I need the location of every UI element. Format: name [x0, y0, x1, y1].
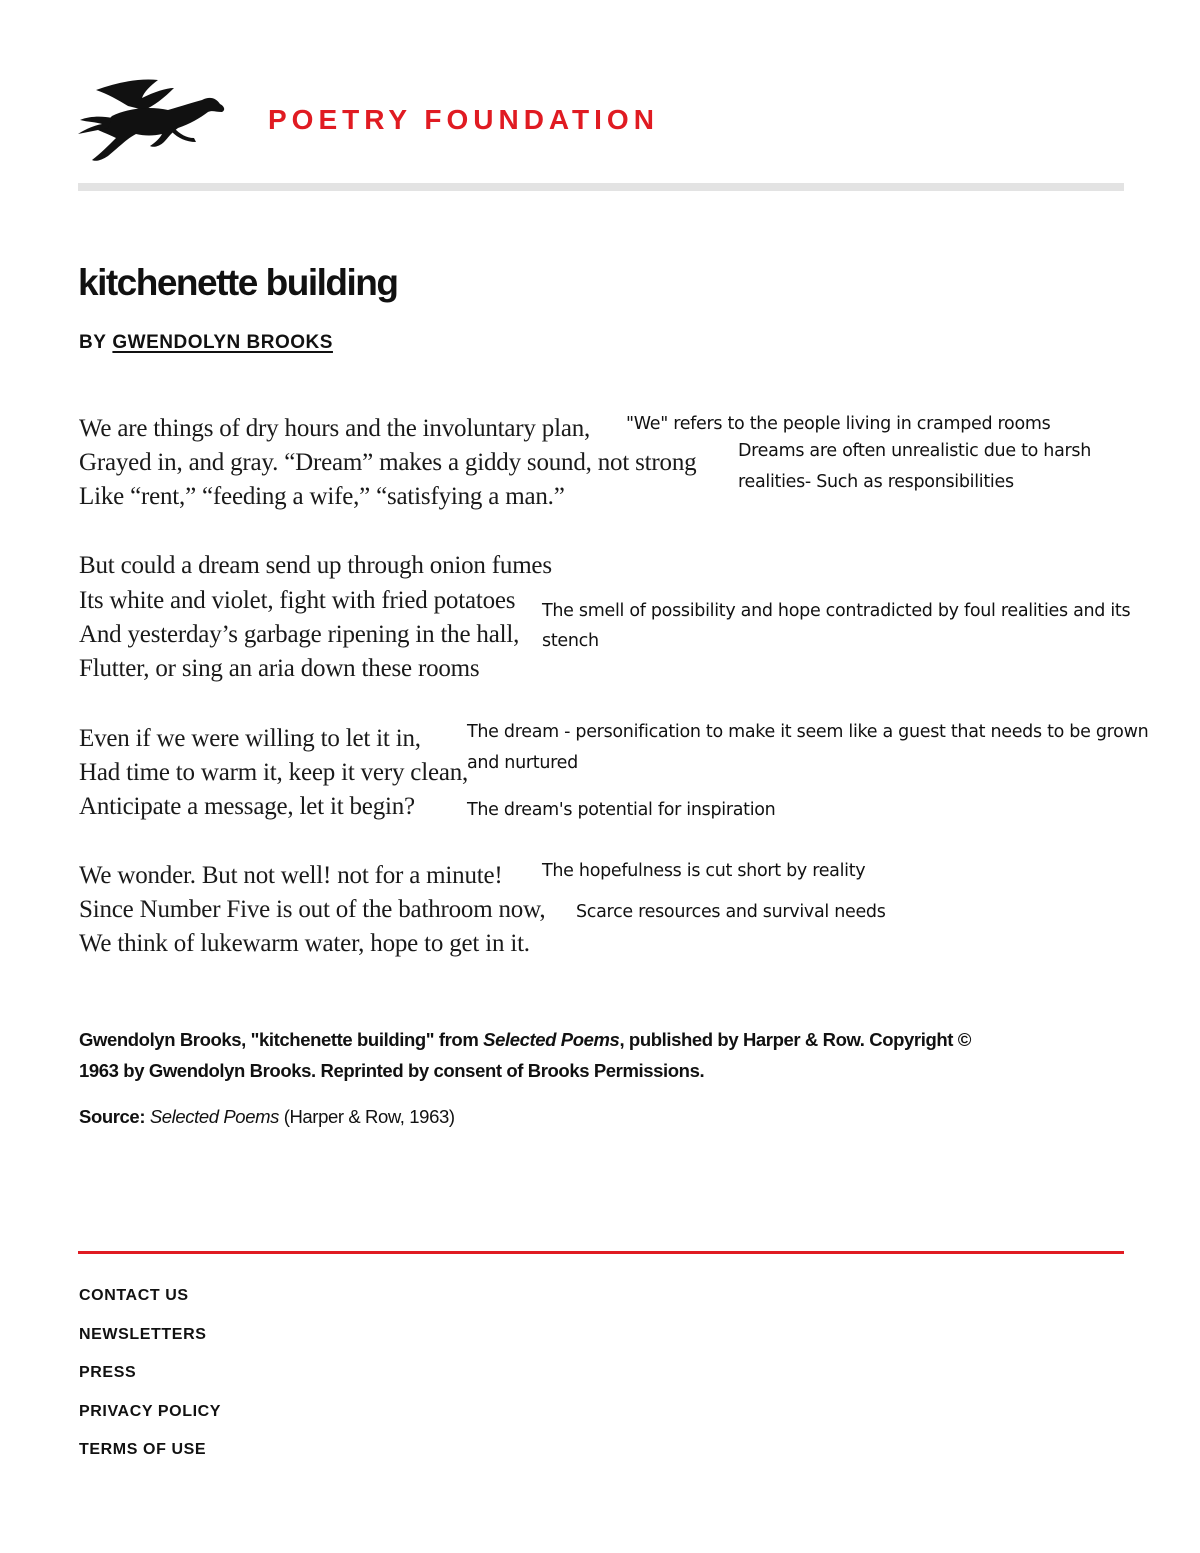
byline-prefix: BY — [79, 332, 107, 353]
annotation: The smell of possibility and hope contradicted by foul realities and its — [542, 601, 1131, 621]
citation-text: , published by Harper & Row. Copyright © — [619, 1029, 971, 1050]
annotation: "We" refers to the people living in cramped rooms — [626, 414, 1051, 434]
source-book-title: Selected Poems — [149, 1106, 279, 1127]
annotation: realities- Such as responsibilities — [738, 472, 1014, 492]
footer-link-privacy-policy[interactable]: PRIVACY POLICY — [79, 1403, 222, 1420]
citation-book-title: Selected Poems — [483, 1029, 620, 1050]
citation-text: 1963 by Gwendolyn Brooks. Reprinted by consent of Brooks Permissions. — [79, 1060, 705, 1081]
annotation: Dreams are often unrealistic due to harsh — [738, 441, 1092, 461]
poem-line: Grayed in, and gray. “Dream” makes a giddy sound, not strong — [79, 449, 697, 476]
poem-line: Even if we were willing to let it in, — [79, 725, 421, 752]
poem-line: But could a dream send up through onion fumes — [79, 552, 552, 579]
source-details: (Harper & Row, 1963) — [278, 1106, 455, 1127]
footer-link-press[interactable]: PRESS — [79, 1364, 137, 1381]
poem-line: Its white and violet, fight with fried potatoes — [79, 587, 516, 614]
annotation: stench — [542, 631, 599, 651]
poem-line: Flutter, or sing an aria down these rooms — [79, 655, 480, 682]
annotation: The dream's potential for inspiration — [467, 800, 776, 820]
poem-line: Anticipate a message, let it begin? — [79, 793, 415, 820]
poem-line: And yesterday’s garbage ripening in the hall, — [79, 621, 520, 648]
footer-link-terms-of-use[interactable]: TERMS OF USE — [79, 1441, 207, 1458]
source-label: Source: — [79, 1106, 150, 1127]
citation-text: Gwendolyn Brooks, "kitchenette building" from — [79, 1029, 484, 1050]
annotation: and nurtured — [467, 753, 578, 773]
brand-name[interactable]: POETRY FOUNDATION — [268, 104, 659, 135]
footer-divider — [78, 1251, 1124, 1254]
author-link[interactable]: GWENDOLYN BROOKS — [112, 332, 333, 353]
annotation: Scarce resources and survival needs — [576, 902, 886, 922]
poem-line: Had time to warm it, keep it very clean, — [79, 759, 469, 786]
poem-line: Since Number Five is out of the bathroom now, — [79, 896, 546, 923]
poem-line: We think of lukewarm water, hope to get in it. — [79, 930, 530, 957]
poem-line: We are things of dry hours and the involuntary plan, — [79, 415, 591, 442]
poem-line: We wonder. But not well! not for a minute! — [79, 862, 503, 889]
annotation: The dream - personification to make it seem like a guest that needs to be grown — [467, 722, 1149, 742]
annotation: The hopefulness is cut short by reality — [542, 861, 866, 881]
copyright-citation — [79, 1024, 1089, 1086]
header-divider — [78, 183, 1124, 191]
source-line — [79, 1106, 455, 1128]
poem-line: Like “rent,” “feeding a wife,” “satisfying a man.” — [79, 483, 565, 510]
pegasus-icon[interactable] — [78, 76, 230, 164]
footer-link-contact-us[interactable]: CONTACT US — [79, 1287, 189, 1304]
byline — [79, 332, 333, 354]
footer-link-newsletters[interactable]: NEWSLETTERS — [79, 1326, 207, 1343]
poem-title: kitchenette building — [78, 262, 398, 303]
